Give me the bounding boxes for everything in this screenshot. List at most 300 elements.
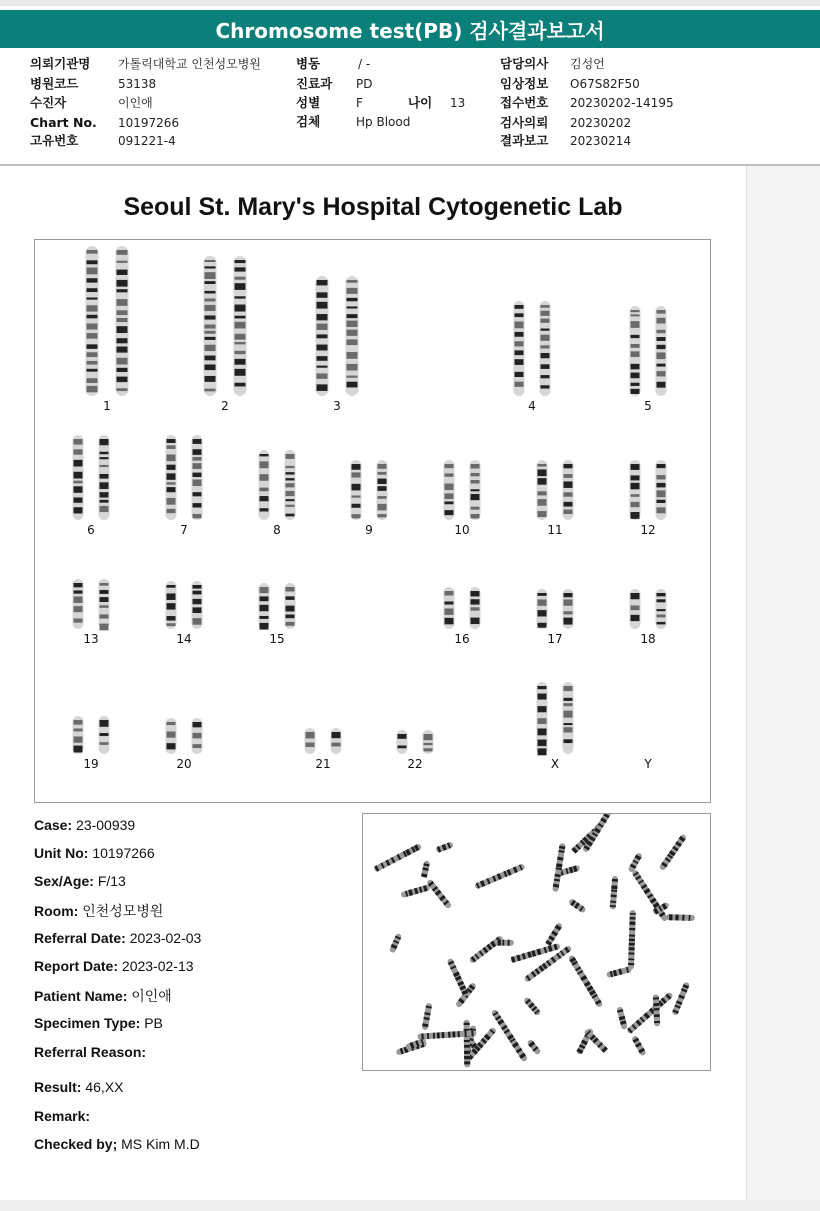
chromosome-band	[235, 260, 246, 263]
chromosome-band	[74, 596, 83, 602]
chromosome-band	[657, 352, 666, 359]
metaphase-chromosome	[631, 1035, 647, 1057]
room-label: Room:	[34, 903, 79, 919]
repdate-value: 2023-02-13	[121, 958, 194, 974]
chromosome-band	[167, 623, 176, 626]
chromosome-band	[538, 469, 547, 476]
chromosome-band	[564, 593, 573, 597]
chromosome-band	[657, 483, 666, 488]
hospcode-value: 53138	[118, 77, 157, 91]
chromosome-band	[235, 277, 246, 280]
chromosome-band	[564, 703, 573, 706]
reported-label: 결과보고	[500, 133, 549, 148]
chromosome-band	[317, 345, 328, 351]
chromosome-band	[74, 481, 83, 484]
chromosome-band	[87, 352, 98, 357]
chromosome-label: 3	[333, 399, 341, 413]
reported-value: 20230214	[570, 134, 632, 148]
chromosome-band	[347, 288, 358, 294]
metaphase-chromosome	[523, 996, 542, 1016]
chromosome-band	[631, 475, 640, 480]
metaphase-chromosome	[422, 1003, 433, 1031]
chromosome-band	[235, 342, 246, 344]
metaphase-chromosome	[659, 833, 688, 871]
chromosome-pair-10	[444, 460, 481, 537]
chromosome-band	[657, 475, 666, 479]
metaphase-chromosome	[373, 843, 422, 872]
chromosome-label: 5	[644, 399, 652, 413]
chromosome-label: 10	[454, 523, 470, 537]
chart-label: Chart No.	[30, 115, 97, 130]
chromosome-band	[87, 386, 98, 392]
chromosome-band	[515, 359, 524, 365]
chromosome-band	[100, 733, 109, 736]
chromosome-band	[445, 464, 454, 468]
chromosome-band	[205, 272, 216, 279]
chromosome-band	[87, 333, 98, 339]
patient-header	[0, 0, 820, 170]
case-value: 23-00939	[76, 817, 136, 833]
metaphase-band	[628, 958, 634, 960]
chromosome-band	[205, 331, 216, 334]
metaphase-chromosome-body	[526, 1039, 541, 1056]
chromosome-band	[100, 624, 109, 631]
chromosome-band	[235, 334, 246, 340]
metaphase-chromosome	[389, 933, 402, 954]
chromosome-band	[538, 610, 547, 616]
metaphase-chromosome	[464, 1020, 471, 1068]
chromosome-band	[657, 310, 666, 314]
chromosome-band	[657, 614, 666, 617]
right-margin	[746, 166, 820, 1211]
chromosome-band	[631, 314, 640, 316]
chromosome-band	[657, 364, 666, 367]
chromosome-band	[286, 499, 295, 501]
chromosome-band	[260, 623, 269, 630]
chromosome-band	[445, 501, 454, 504]
chromosome-band	[631, 383, 640, 386]
metaphase-band	[629, 921, 635, 925]
chromosome-band	[167, 743, 176, 749]
chromosome-band	[317, 302, 328, 309]
metaphase-band	[654, 1014, 660, 1017]
chromosome-band	[286, 514, 295, 517]
chromosome-band	[657, 382, 666, 388]
chromosome-band	[657, 490, 666, 497]
chromosome-band	[564, 492, 573, 496]
chromosome-band	[235, 305, 246, 312]
chromosome-band	[347, 339, 358, 345]
case-row	[34, 817, 135, 833]
chromosome-band	[100, 506, 109, 512]
chromosome-band	[347, 376, 358, 378]
chromosome-band	[347, 330, 358, 336]
chromosome-band	[167, 465, 176, 470]
chromosome-band	[117, 318, 128, 322]
chromosome-label: 6	[87, 523, 95, 537]
metaphase-chromosome	[421, 860, 430, 878]
chromosome-band	[538, 728, 547, 735]
metaphase-chromosome	[474, 863, 525, 889]
chromosome-band	[100, 500, 109, 503]
metaphase-band	[464, 1061, 470, 1064]
chromosome-band	[205, 291, 216, 294]
chromosome-band	[471, 618, 480, 624]
chromosome-pair-22	[397, 730, 434, 771]
result-value: 46,XX	[85, 1079, 124, 1095]
chromosome-band	[631, 364, 640, 370]
reason-label: Referral Reason:	[34, 1044, 147, 1060]
chromatid	[331, 728, 342, 754]
metaphase-chromosome-body	[568, 954, 604, 1008]
chromosome-band	[445, 483, 454, 490]
chromatid	[99, 579, 110, 629]
chromosome-band	[538, 706, 547, 712]
hospcode-label: 병원코드	[30, 76, 79, 91]
chromosome-band	[445, 618, 454, 624]
metaphase-band	[464, 1045, 470, 1048]
chromosome-pair-1	[86, 246, 129, 413]
hospital-label: 의뢰기관명	[30, 56, 91, 71]
chromosome-band	[317, 314, 328, 320]
metaphase-band	[448, 1032, 451, 1038]
chromosome-band	[87, 298, 98, 300]
metaphase-band	[421, 1033, 423, 1039]
chromosome-band	[193, 744, 202, 748]
metaphase-chromosome-body	[626, 991, 674, 1034]
chromosome-band	[541, 353, 550, 358]
chromosome-band	[352, 472, 361, 477]
chromosome-band	[235, 383, 246, 387]
chromosome-band	[538, 718, 547, 724]
chromosome-band	[100, 720, 109, 727]
metaphase-chromosome	[491, 1009, 528, 1063]
chromosome-band	[471, 473, 480, 476]
metaphase-band	[611, 885, 617, 889]
reason-row	[34, 1044, 146, 1060]
chromosome-label: 22	[407, 757, 423, 771]
metaphase-band	[502, 940, 504, 946]
chromosome-band	[564, 727, 573, 732]
metaphase-chromosome	[495, 940, 514, 946]
metaphase-band	[653, 1008, 659, 1010]
chromosome-band	[515, 341, 524, 346]
chromosome-band	[74, 460, 83, 467]
chromosome-band	[538, 694, 547, 700]
chromosome-band	[87, 288, 98, 292]
chromosome-band	[260, 587, 269, 593]
chromosome-band	[74, 497, 83, 502]
metaphase-band	[682, 915, 684, 921]
chromosome-band	[87, 344, 98, 349]
chromosome-band	[657, 507, 666, 513]
chromosome-band	[100, 614, 109, 618]
chromosome-band	[538, 499, 547, 506]
receipt-label: 접수번호	[500, 95, 549, 110]
clinical-value: O67S82F50	[570, 77, 640, 91]
chromatid	[563, 682, 574, 754]
chromosome-band	[445, 473, 454, 476]
chromosome-band	[193, 473, 202, 477]
chromosome-band	[347, 314, 358, 318]
chromosome-band	[541, 364, 550, 369]
ward-label: 병동	[296, 56, 321, 71]
chromosome-band	[631, 389, 640, 394]
chromosome-band	[167, 482, 176, 484]
chromosome-band	[193, 585, 202, 589]
chromosome-label: 2	[221, 399, 229, 413]
chromosome-band	[74, 590, 83, 593]
chromosome-band	[167, 498, 176, 505]
chromatid	[305, 728, 316, 754]
chromosome-band	[167, 616, 176, 621]
metaphase-panel	[362, 813, 711, 1071]
metaphase-chromosome	[568, 954, 604, 1008]
chromosome-band	[167, 722, 176, 725]
chromosome-band	[193, 439, 202, 444]
chromosome-pair-13	[73, 579, 110, 646]
chromosome-band	[260, 488, 269, 492]
metaphase-band	[689, 915, 691, 921]
chromosome-band	[87, 361, 98, 365]
metaphase-band	[437, 1032, 440, 1038]
chromosome-band	[87, 305, 98, 311]
chromosome-band	[286, 606, 295, 612]
chromosome-band	[74, 746, 83, 753]
sexage-row	[34, 873, 126, 889]
metaphase-chromosome	[582, 814, 615, 853]
chromosome-band	[167, 731, 176, 737]
age-label: 나이	[408, 95, 433, 110]
chromosome-band	[471, 507, 480, 510]
chromosome-band	[541, 305, 550, 308]
chromatid	[397, 730, 408, 754]
chromosome-label: 18	[640, 632, 656, 646]
chromosome-band	[317, 292, 328, 297]
chromosome-band	[317, 384, 328, 391]
chromosome-label: Y	[644, 757, 652, 771]
chromosome-band	[631, 344, 640, 348]
chromosome-pair-12	[630, 460, 667, 537]
chromosome-band	[117, 326, 128, 333]
chromosome-band	[541, 329, 550, 331]
chromosome-band	[167, 439, 176, 443]
chromosome-band	[332, 732, 341, 738]
metaphase-chromosome	[666, 914, 695, 921]
unique-value: 091221-4	[118, 134, 176, 148]
chromosome-band	[100, 474, 109, 479]
metaphase-band	[653, 1003, 659, 1006]
chromosome-band	[538, 464, 547, 467]
chromosome-band	[260, 596, 269, 601]
chromosome-band	[378, 464, 387, 469]
karyogram-image	[35, 240, 710, 802]
chromosome-label: 17	[547, 632, 563, 646]
chromosome-band	[445, 493, 454, 499]
metaphase-band	[654, 1021, 660, 1023]
chromosome-band	[74, 619, 83, 623]
chromosome-band	[564, 599, 573, 605]
chromosome-band	[471, 599, 480, 604]
metaphase-band	[471, 1030, 473, 1036]
chromosome-label: 12	[640, 523, 656, 537]
chromosome-pair-5	[630, 306, 667, 413]
chromosome-band	[538, 686, 547, 689]
chromosome-band	[286, 622, 295, 626]
chromosome-band	[631, 373, 640, 379]
metaphase-chromosome	[610, 876, 619, 910]
specimen-value: Hp Blood	[356, 115, 411, 129]
chromosome-band	[74, 728, 83, 731]
chromosome-band	[352, 495, 361, 497]
chromosome-band	[193, 733, 202, 739]
name-row	[34, 986, 172, 1006]
chromosome-band	[471, 607, 480, 610]
chromosome-band	[471, 514, 480, 518]
metaphase-chromosome	[435, 841, 454, 853]
chromosome-band	[205, 281, 216, 284]
chromosome-label: 8	[273, 523, 281, 537]
chromosome-band	[260, 461, 269, 468]
chromosome-label: 16	[454, 632, 470, 646]
metaphase-band	[464, 1031, 466, 1037]
chromosome-band	[100, 452, 109, 455]
specimen-label: 검체	[296, 114, 321, 129]
chromosome-band	[541, 375, 550, 378]
chromosome-band	[74, 449, 83, 454]
chromosome-band	[657, 371, 666, 376]
metaphase-band	[675, 914, 678, 920]
metaphase-band	[457, 1031, 459, 1037]
chromosome-band	[87, 315, 98, 319]
chromosome-band	[193, 492, 202, 496]
chromosome-pair-21	[305, 728, 342, 771]
chromosome-band	[235, 267, 246, 271]
chromosome-pair-15	[259, 583, 296, 646]
chromosome-band	[471, 591, 480, 596]
chromosome-band	[167, 593, 176, 600]
chromosome-band	[260, 454, 269, 456]
chromosome-pair-9	[351, 460, 388, 537]
chromosome-band	[564, 711, 573, 718]
chromosome-pair-3	[316, 276, 359, 413]
chromosome-band	[100, 583, 109, 586]
metaphase-band	[630, 913, 636, 915]
chromosome-label: 14	[176, 632, 192, 646]
chromosome-band	[564, 481, 573, 487]
metaphase-band	[629, 928, 635, 930]
chromosome-label: 19	[83, 757, 99, 771]
chromosome-band	[193, 618, 202, 625]
room-row	[34, 901, 163, 921]
chromatid	[537, 460, 548, 520]
chromosome-band	[538, 748, 547, 755]
chromosome-band	[352, 464, 361, 470]
chromosome-band	[657, 330, 666, 333]
metaphase-chromosome	[616, 1006, 628, 1030]
metaphase-band	[498, 940, 501, 946]
chromosome-band	[100, 439, 109, 445]
chromosome-band	[286, 596, 295, 600]
chromosome-band	[167, 454, 176, 461]
chromosome-band	[100, 465, 109, 467]
chromosome-pair-11	[537, 460, 574, 537]
chromosome-band	[657, 593, 666, 596]
chromosome-band	[286, 587, 295, 591]
chromosome-band	[515, 372, 524, 377]
receipt-value: 20230202-14195	[570, 96, 674, 110]
chromosome-band	[286, 615, 295, 619]
metaphase-band	[508, 940, 510, 946]
chromosome-band	[235, 351, 246, 354]
chromosome-pair-y	[643, 757, 652, 771]
unit-row	[34, 845, 155, 861]
unit-value: 10197266	[92, 845, 155, 861]
chromosome-band	[260, 474, 269, 481]
chromosome-band	[564, 739, 573, 743]
chromatid	[346, 276, 359, 396]
chromosome-pair-16	[444, 587, 481, 646]
chromosome-band	[564, 618, 573, 625]
chromosome-band	[541, 345, 550, 348]
sex-value: F	[356, 96, 363, 110]
chromosome-band	[193, 722, 202, 727]
chromosome-label: 1	[103, 399, 111, 413]
chromosome-band	[541, 319, 550, 323]
chromosome-band	[424, 734, 433, 740]
refdate-value: 2023-02-03	[129, 930, 202, 946]
metaphase-band	[628, 952, 634, 954]
chromosome-band	[286, 466, 295, 468]
chromosome-band	[347, 352, 358, 359]
metaphase-band	[452, 1031, 455, 1037]
patient-label: 수진자	[30, 95, 67, 110]
chromosome-band	[471, 494, 480, 500]
chromosome-band	[541, 311, 550, 316]
chromosome-band	[117, 310, 128, 315]
chromosome-band	[538, 511, 547, 517]
requested-label: 검사의뢰	[500, 115, 549, 130]
chromosome-band	[74, 736, 83, 742]
chromosome-band	[471, 464, 480, 469]
chromosome-band	[205, 266, 216, 268]
chromosome-band	[117, 280, 128, 287]
chromosome-band	[193, 503, 202, 507]
remark-label: Remark:	[34, 1108, 91, 1124]
chromosome-band	[205, 345, 216, 351]
chromosome-band	[631, 605, 640, 610]
chromosome-band	[445, 591, 454, 595]
chromosome-band	[445, 608, 454, 614]
chart-value: 10197266	[118, 116, 180, 130]
chromosome-band	[347, 280, 358, 283]
chromosome-pair-4	[514, 301, 551, 413]
chromosome-band	[205, 389, 216, 392]
chromosome-band	[378, 496, 387, 499]
chromosome-band	[117, 358, 128, 365]
chromosome-pair-19	[73, 716, 110, 771]
report-title-banner: Chromosome test(PB) 검사결과보고서	[0, 10, 820, 48]
chromosome-band	[347, 321, 358, 327]
chromosome-band	[100, 605, 109, 608]
chromosome-band	[515, 313, 524, 317]
chromosome-band	[352, 504, 361, 508]
requested-value: 20230202	[570, 116, 632, 130]
chromosome-label: 21	[315, 757, 331, 771]
metaphase-chromosome	[631, 869, 669, 922]
chromosome-band	[74, 472, 83, 479]
chromosome-band	[167, 585, 176, 588]
